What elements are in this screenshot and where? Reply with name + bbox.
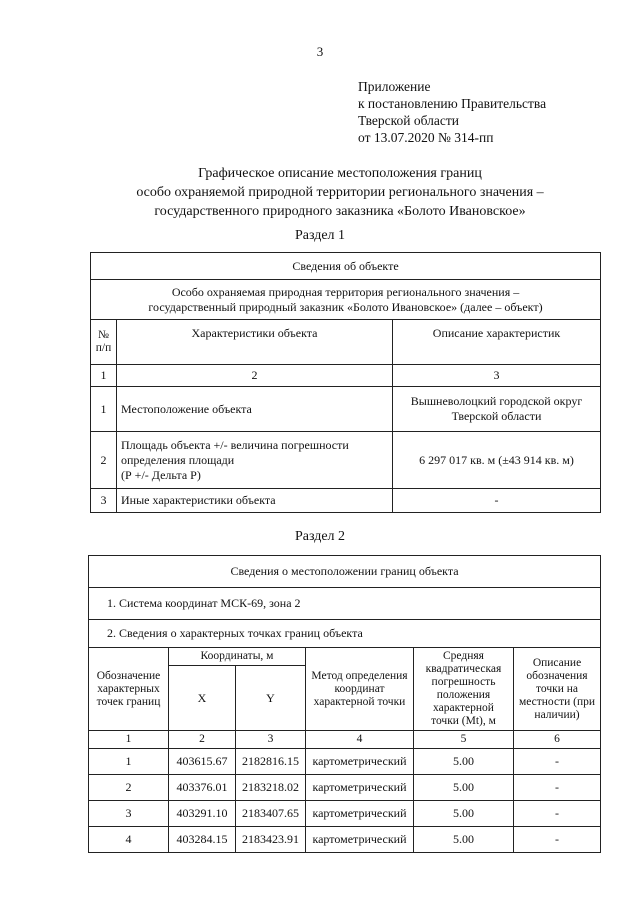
- point-number: 3: [89, 801, 169, 827]
- object-name-line: государственный природный заказник «Болото Ивановское» (далее – объект): [148, 299, 543, 314]
- document-title: [60, 164, 620, 221]
- point-number: 1: [89, 749, 169, 775]
- point-method: картометрический: [306, 827, 414, 853]
- title-line: государственного природного заказника «Болото Ивановское»: [154, 204, 526, 219]
- index-cell: 5: [414, 731, 514, 749]
- characteristic-line: Площадь объекта +/- величина погрешности: [121, 437, 349, 452]
- row-description: [393, 387, 601, 432]
- coordinate-system: 1. Система координат МСК-69, зона 2: [89, 588, 601, 620]
- index-cell: 3: [393, 365, 601, 387]
- row-description: -: [393, 489, 601, 513]
- header-number: [91, 320, 117, 365]
- object-info-table: [90, 252, 601, 513]
- index-cell: 2: [117, 365, 393, 387]
- title-line: особо охраняемой природной территории регионального значения –: [136, 185, 544, 200]
- characteristic-line: (Р +/- Дельта Р): [121, 467, 201, 482]
- point-y: 2183218.02: [236, 775, 306, 801]
- header-y: Y: [236, 666, 306, 731]
- header-coordinates: Координаты, м: [169, 648, 306, 666]
- table-row: [91, 432, 601, 489]
- table-row: [91, 387, 601, 432]
- table-row: [89, 801, 601, 827]
- table-row: [91, 489, 601, 513]
- point-error: 5.00: [414, 827, 514, 853]
- appendix-line: к постановлению Правительства: [358, 96, 547, 111]
- table-row: [89, 749, 601, 775]
- object-name-line: Особо охраняемая природная территория регионального значения –: [171, 284, 520, 299]
- point-y: 2183423.91: [236, 827, 306, 853]
- row-description: 6 297 017 кв. м (±43 914 кв. м): [393, 432, 601, 489]
- point-description: -: [514, 775, 601, 801]
- point-number: 2: [89, 775, 169, 801]
- section2-heading: Раздел 2: [294, 529, 346, 544]
- point-x: 403284.15: [169, 827, 236, 853]
- index-cell: 3: [236, 731, 306, 749]
- characteristic-line: определения площади: [121, 452, 235, 467]
- index-cell: 6: [514, 731, 601, 749]
- points-section-title: 2. Сведения о характерных точках границ объекта: [89, 620, 601, 648]
- point-error: 5.00: [414, 801, 514, 827]
- point-description: -: [514, 801, 601, 827]
- row-number: 1: [91, 387, 117, 432]
- page-number: 3: [316, 44, 324, 59]
- appendix-line: от 13.07.2020 № 314-пп: [358, 130, 494, 145]
- point-method: картометрический: [306, 749, 414, 775]
- point-error: 5.00: [414, 775, 514, 801]
- row-number: 2: [91, 432, 117, 489]
- section1-heading: Раздел 1: [294, 228, 346, 243]
- table-title: Сведения о местоположении границ объекта: [89, 556, 601, 588]
- point-description: -: [514, 749, 601, 775]
- point-description: -: [514, 827, 601, 853]
- table-row: [89, 827, 601, 853]
- description-line: Тверской области: [451, 409, 542, 423]
- table-row: [89, 775, 601, 801]
- index-cell: 1: [89, 731, 169, 749]
- header-method: Метод определения координат характерной точки: [306, 648, 414, 731]
- point-x: 403291.10: [169, 801, 236, 827]
- point-x: 403615.67: [169, 749, 236, 775]
- point-method: картометрический: [306, 801, 414, 827]
- row-number: 3: [91, 489, 117, 513]
- header-point-description: Описание обозначения точки на местности (при наличии): [514, 648, 601, 731]
- header-error: Средняя квадратическая погрешность положения характерной точки (Mt), м: [414, 648, 514, 731]
- header-number-line: №: [98, 329, 109, 341]
- appendix-block: [358, 78, 546, 146]
- row-characteristic: Местоположение объекта: [117, 387, 393, 432]
- point-y: 2182816.15: [236, 749, 306, 775]
- point-x: 403376.01: [169, 775, 236, 801]
- index-cell: 4: [306, 731, 414, 749]
- header-characteristics: Характеристики объекта: [117, 320, 393, 365]
- index-cell: 1: [91, 365, 117, 387]
- header-x: X: [169, 666, 236, 731]
- header-description: Описание характеристик: [393, 320, 601, 365]
- point-y: 2183407.65: [236, 801, 306, 827]
- title-line: Графическое описание местоположения границ: [198, 166, 482, 181]
- row-characteristic: [117, 432, 393, 489]
- point-number: 4: [89, 827, 169, 853]
- point-method: картометрический: [306, 775, 414, 801]
- table-title: Сведения об объекте: [91, 253, 601, 280]
- header-designation: Обозначение характерных точек границ: [89, 648, 169, 731]
- row-characteristic: Иные характеристики объекта: [117, 489, 393, 513]
- description-line: Вышневолоцкий городской округ: [410, 394, 583, 408]
- appendix-line: Тверской области: [358, 113, 459, 128]
- appendix-line: Приложение: [358, 79, 431, 94]
- index-cell: 2: [169, 731, 236, 749]
- point-error: 5.00: [414, 749, 514, 775]
- boundary-points-table: [88, 555, 601, 853]
- header-number-line: п/п: [95, 342, 112, 354]
- object-name-cell: [91, 280, 601, 320]
